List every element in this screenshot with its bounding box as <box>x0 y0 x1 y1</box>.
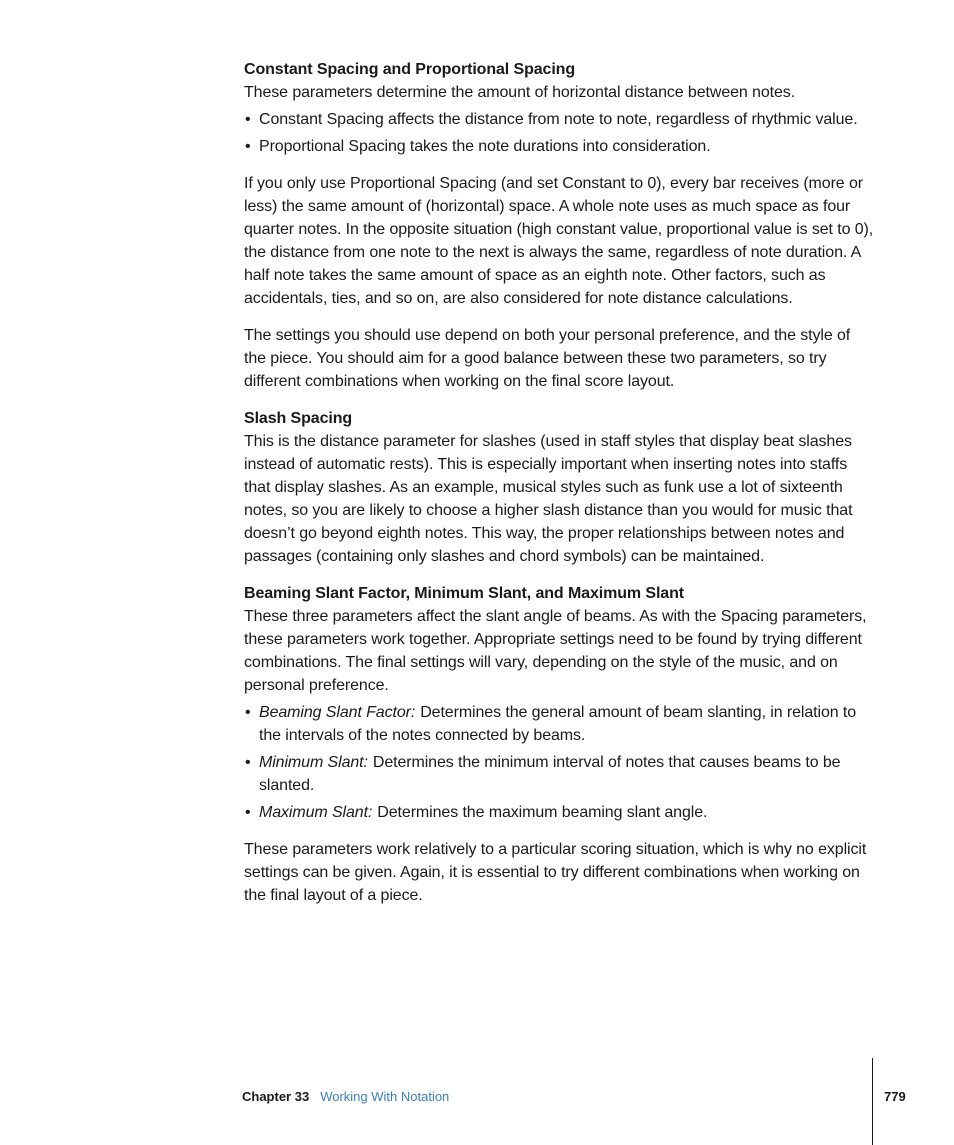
closing-paragraph: These parameters work relatively to a particular scoring situation, which is why no explicit settings can be given. Again, it is essential to try different combinations when working on the final layout of a piece. <box>244 841 867 904</box>
footer-divider <box>872 1058 873 1145</box>
page-number: 779 <box>884 1089 906 1104</box>
definition-item <box>244 701 874 747</box>
section-constant-proportional-spacing <box>244 58 874 393</box>
section-slash-spacing <box>244 407 874 568</box>
section-intro: These three parameters affect the slant angle of beams. As with the Spacing parameters, these parameters work together. Appropriate settings need to be found by trying different combinations. The final settings will vary, depending on the style of the music, and on personal preference. <box>244 608 867 694</box>
definition-item <box>244 801 874 824</box>
definition-term: Maximum Slant: <box>259 804 373 821</box>
page-body <box>244 58 874 921</box>
definition-item <box>244 751 874 797</box>
body-paragraph: If you only use Proportional Spacing (and set Constant to 0), every bar receives (more or less) the same amount of (horizontal) space. A whole note uses as much space as four quarter notes. In the opposite situation (high constant value, proportional value is set to 0), the distance from one note to the next is always the same, regardless of note duration. A half note takes the same amount of space as an eighth note. Other factors, such as accidentals, ties, and so on, are also considered for note distance calculations. <box>244 175 874 307</box>
definition-text: Determines the general amount of beam slanting, in relation to the intervals of the notes connected by beams. <box>259 704 857 744</box>
section-beaming-slant <box>244 582 874 907</box>
bullet-item: • Constant Spacing affects the distance from note to note, regardless of rhythmic value. <box>244 108 874 131</box>
section-heading: Constant Spacing and Proportional Spacing <box>244 61 576 78</box>
page-footer <box>242 1089 449 1105</box>
bullet-list <box>244 108 874 158</box>
definition-list <box>244 701 874 824</box>
definition-text: Determines the maximum beaming slant angle. <box>377 804 708 821</box>
section-heading: Slash Spacing <box>244 410 353 427</box>
section-intro: This is the distance parameter for slashes (used in staff styles that display beat slashes instead of automatic rests). This is especially important when inserting notes into staffs that display slashes. As an example, musical styles such as funk use a lot of sixteenth notes, so you are likely to choose a higher slash distance than you would for music that doesn’t go beyond eighth notes. This way, the proper relationships between notes and passages (containing only slashes and chord symbols) can be maintained. <box>244 433 853 565</box>
body-paragraph: The settings you should use depend on both your personal preference, and the style of the piece. You should aim for a good balance between these two parameters, so try different combinations when working on the final score layout. <box>244 327 851 390</box>
section-intro: These parameters determine the amount of horizontal distance between notes. <box>244 84 796 101</box>
definition-text: Determines the minimum interval of notes that causes beams to be slanted. <box>259 754 841 794</box>
bullet-item: • Proportional Spacing takes the note durations into consideration. <box>244 135 874 158</box>
chapter-title-link[interactable]: Working With Notation <box>320 1089 450 1104</box>
definition-term: Beaming Slant Factor: <box>259 704 416 721</box>
chapter-label: Chapter 33 <box>242 1089 310 1104</box>
definition-term: Minimum Slant: <box>259 754 368 771</box>
section-heading: Beaming Slant Factor, Minimum Slant, and Maximum Slant <box>244 585 685 602</box>
